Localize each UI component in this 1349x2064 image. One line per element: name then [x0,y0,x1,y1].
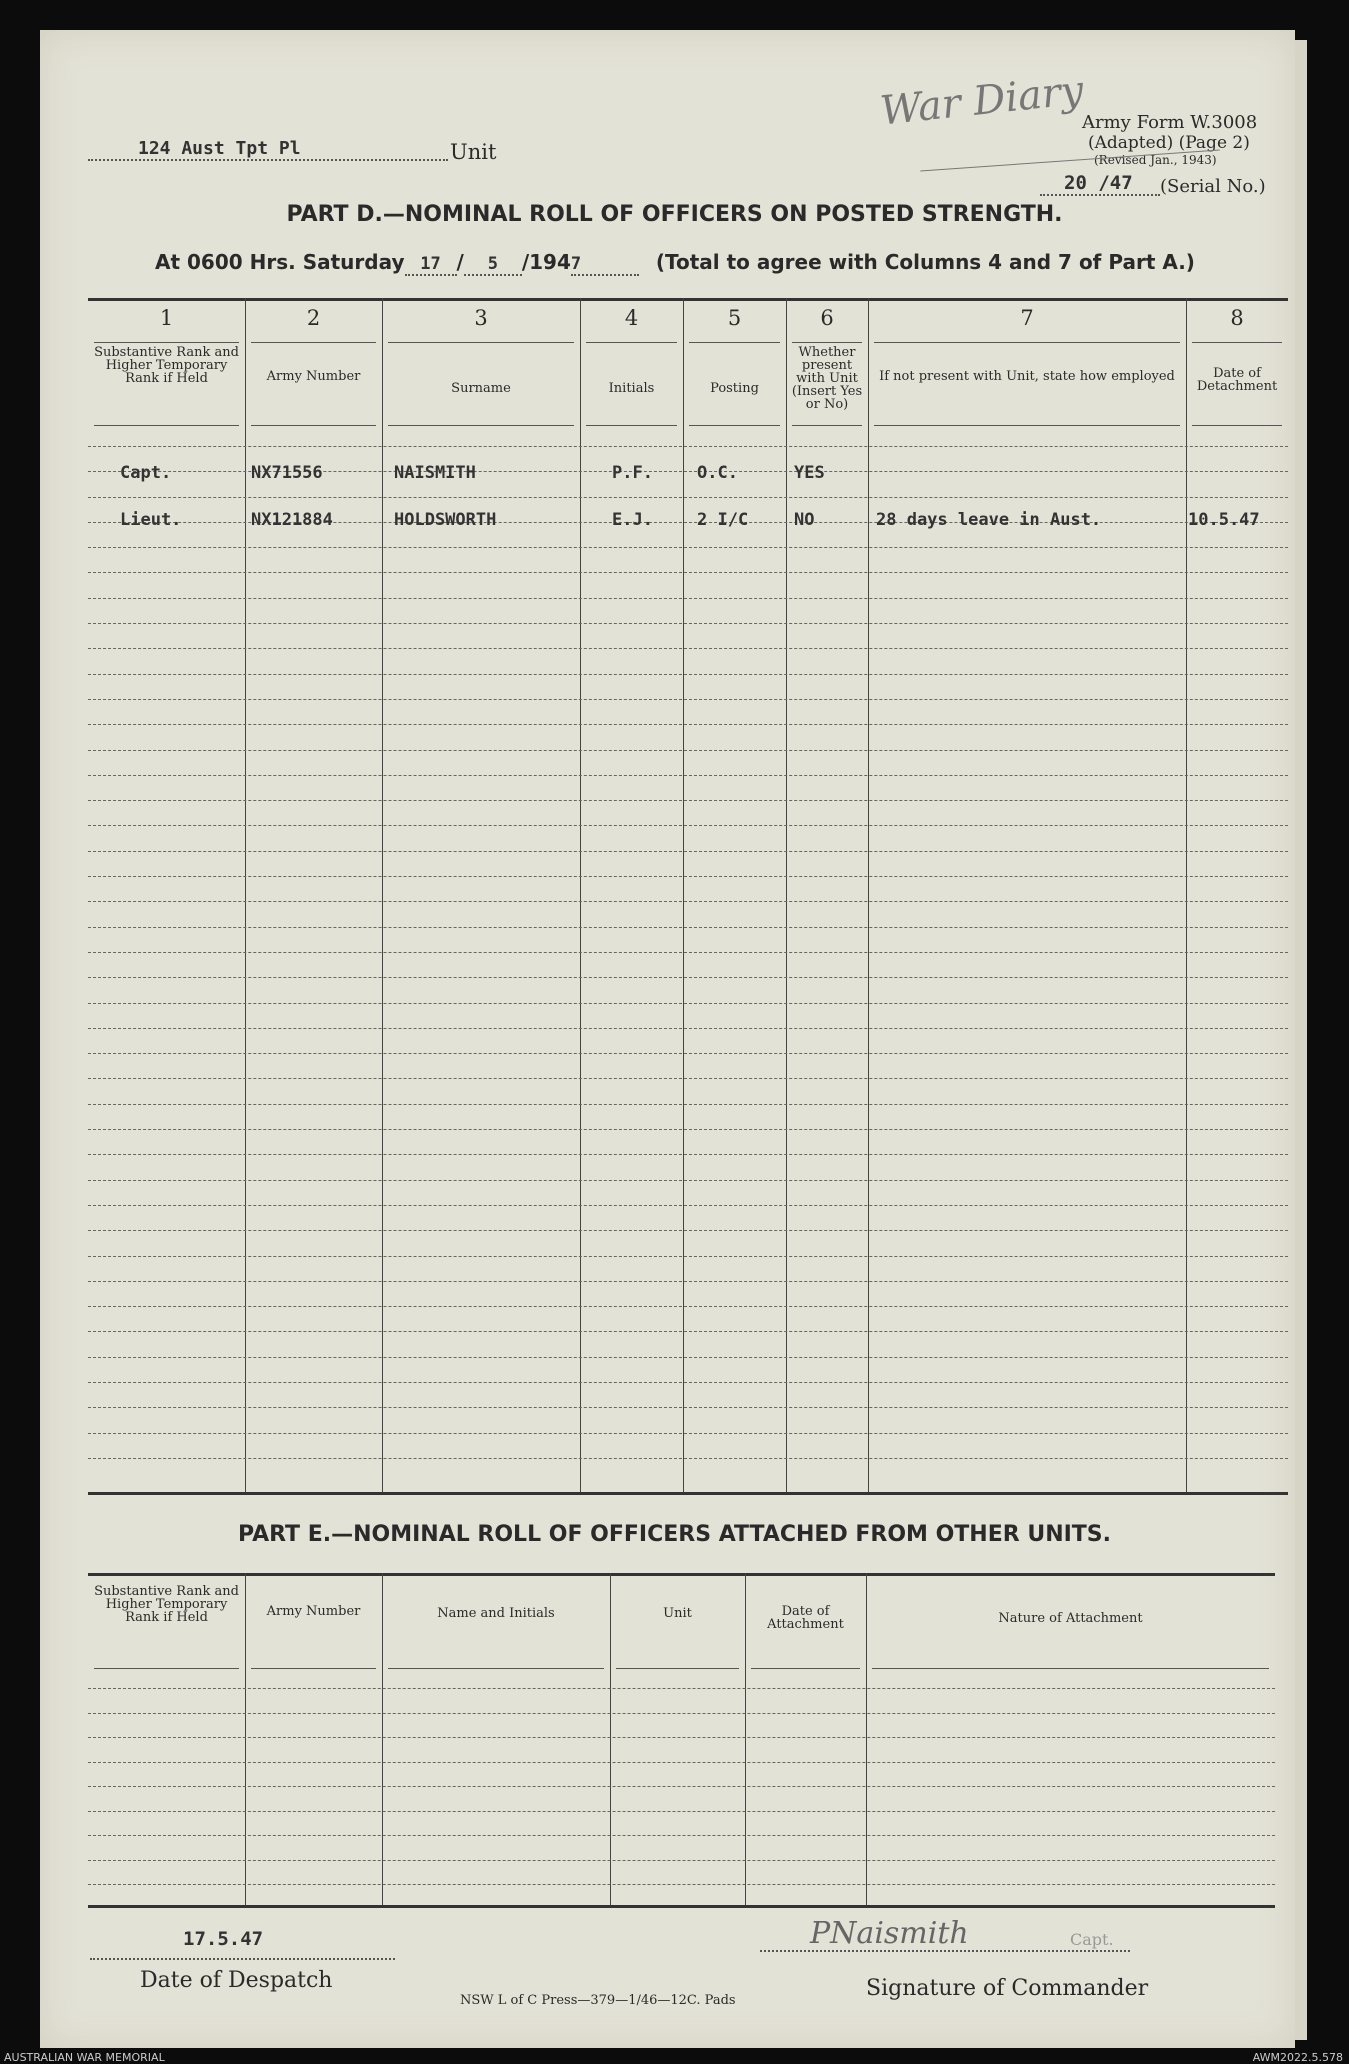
column-header: Substantive Rank and Higher Temporary Rank if Held [94,1584,239,1625]
column-header: Date of Detachment [1196,366,1278,394]
top-rule [88,298,1288,301]
column-header: Initials [608,381,655,396]
column-header: Substantive Rank and Higher Temporary Rank if Held [94,345,239,386]
ruled-line [88,724,1288,725]
signature-rank: Capt. [1070,1930,1114,1949]
table-cell: NX71556 [251,463,323,483]
ruled-line [88,1104,1288,1105]
column-divider [610,1573,611,1905]
ruled-line [88,1713,1275,1714]
war-diary-note: War Diary [878,67,1086,135]
ruled-line [88,1129,1288,1130]
header-rule-bottom [874,425,1180,426]
ruled-line [88,1154,1288,1155]
ruled-line [88,825,1288,826]
archive-right: AWM2022.5.578 [1252,2051,1343,2064]
column-divider [245,298,246,1492]
serial-field: 20 /47 [1040,172,1160,196]
date-day: 17 [405,254,457,276]
ruled-line [88,1762,1275,1763]
column-header: Whether present with Unit (Insert Yes or No) [791,345,863,412]
ruled-line [88,1458,1288,1459]
ruled-line [88,1003,1288,1004]
ruled-line [88,1688,1275,1689]
table-cell: HOLDSWORTH [394,510,497,530]
table-cell: Lieut. [120,510,182,530]
form-name: Army Form W.3008 [1082,112,1258,133]
form-revised: (Revised Jan., 1943) [1094,153,1217,167]
ruled-line [88,901,1288,902]
column-number: 8 [1230,306,1244,330]
header-rule-bottom [94,425,239,426]
column-header: Unit [663,1606,692,1621]
paper-edge [1295,40,1307,2040]
ruled-line [88,1053,1288,1054]
ruled-line [88,572,1288,573]
header-rule-top [586,342,677,343]
column-number: 6 [820,306,834,330]
header-rule-bottom [586,425,677,426]
ruled-line [88,1256,1288,1257]
despatch-line [90,1958,395,1960]
table-cell: 10.5.47 [1188,510,1260,530]
ruled-line [88,977,1288,978]
column-number: 2 [306,306,321,330]
header-rule [751,1668,860,1669]
despatch-value: 17.5.47 [183,1928,264,1950]
ruled-line [88,1357,1288,1358]
table-cell: O.C. [697,463,738,483]
at-line: At 0600 Hrs. Saturday 17 / 5 /1947 (Total to agree with Columns 4 and 7 of Part A.) [155,250,1195,274]
ruled-line [88,775,1288,776]
header-rule-top [251,342,376,343]
ruled-line [88,1028,1288,1029]
column-header: If not present with Unit, state how employed [879,369,1175,384]
bottom-rule [88,1905,1275,1908]
column-divider [382,1573,383,1905]
ruled-line [88,1331,1288,1332]
table-cell: 28 days leave in Aust. [876,510,1102,530]
header-rule-top [388,342,574,343]
column-divider [580,298,581,1492]
archive-left: AUSTRALIAN WAR MEMORIAL [4,2051,165,2064]
ruled-line [88,674,1288,675]
ruled-line [88,800,1288,801]
at-suffix: (Total to agree with Columns 4 and 7 of Part A.) [655,250,1195,274]
header-rule [94,1668,239,1669]
header-rule-bottom [689,425,780,426]
form-adapted: (Adapted) (Page 2) [1088,133,1250,153]
column-divider [1186,298,1187,1492]
ruled-line [88,598,1288,599]
header-rule [872,1668,1269,1669]
ruled-line [88,1407,1288,1408]
part-d-title: PART D.—NOMINAL ROLL OF OFFICERS ON POSTED STRENGTH. [286,202,1063,227]
ruled-line [88,927,1288,928]
ruled-line [88,1382,1288,1383]
header-rule [616,1668,739,1669]
date-year-prefix: 194 [529,250,571,274]
ruled-line [88,876,1288,877]
signature: PNaismith [810,1916,969,1951]
ruled-line [88,1078,1288,1079]
ruled-line [88,648,1288,649]
ruled-line [88,1811,1275,1812]
table-cell: 2 I/C [697,510,749,530]
date-month: 5 [464,254,522,276]
bottom-rule [88,1492,1288,1495]
ruled-line [88,497,1288,498]
header-rule-top [792,342,862,343]
column-number: 4 [624,306,639,330]
unit-field: 124 Aust Tpt Pl [88,138,448,161]
part-e-title: PART E.—NOMINAL ROLL OF OFFICERS ATTACHED FROM OTHER UNITS. [237,1522,1112,1547]
ruled-line [88,1205,1288,1206]
column-header: Name and Initials [437,1606,555,1621]
signature-label: Signature of Commander [866,1976,1149,2001]
ruled-line [88,446,1288,447]
header-rule-bottom [792,425,862,426]
header-rule-top [689,342,780,343]
serial-label: (Serial No.) [1160,176,1266,197]
ruled-line [88,1281,1288,1282]
ruled-line [88,1180,1288,1181]
ruled-line [88,1860,1275,1861]
header-rule-bottom [1192,425,1282,426]
at-prefix: At 0600 Hrs. Saturday [155,250,405,274]
header-rule [388,1668,604,1669]
column-header: Army Number [266,1604,361,1619]
ruled-line [88,1786,1275,1787]
header-rule-bottom [251,425,376,426]
table-cell: NX121884 [251,510,333,530]
column-header: Surname [451,381,511,396]
header-rule-top [94,342,239,343]
ruled-line [88,1306,1288,1307]
header-rule [251,1668,376,1669]
header-rule-top [1192,342,1282,343]
ruled-line [88,1737,1275,1738]
unit-label: Unit [450,140,497,164]
column-divider [786,298,787,1492]
despatch-label: Date of Despatch [140,1968,333,1993]
column-header: Date of Attachment [767,1604,844,1632]
column-number: 5 [727,306,742,330]
column-divider [745,1573,746,1905]
table-cell: Capt. [120,463,172,483]
table-cell: E.J. [612,510,653,530]
column-divider [866,1573,867,1905]
ruled-line [88,750,1288,751]
table-cell: NAISMITH [394,463,476,483]
table-cell: P.F. [612,463,653,483]
ruled-line [88,1835,1275,1836]
date-year-suffix: 7 [571,254,639,276]
column-number: 1 [159,306,174,330]
column-divider [245,1573,246,1905]
ruled-line [88,851,1288,852]
column-divider [868,298,869,1492]
press-note: NSW L of C Press—379—1/46—12C. Pads [460,1993,736,2008]
form-paper [40,30,1295,2048]
column-header: Nature of Attachment [998,1611,1143,1626]
column-number: 3 [474,306,488,330]
table-cell: YES [794,463,825,483]
ruled-line [88,623,1288,624]
ruled-line [88,1433,1288,1434]
ruled-line [88,1230,1288,1231]
header-rule-top [874,342,1180,343]
top-rule [88,1573,1275,1576]
ruled-line [88,952,1288,953]
column-header: Posting [710,381,759,396]
ruled-line [88,699,1288,700]
column-number: 7 [1020,306,1034,330]
column-header: Army Number [266,369,361,384]
column-divider [683,298,684,1492]
ruled-line [88,1884,1275,1885]
column-divider [382,298,383,1492]
table-cell: NO [794,510,815,530]
ruled-line [88,547,1288,548]
header-rule-bottom [388,425,574,426]
